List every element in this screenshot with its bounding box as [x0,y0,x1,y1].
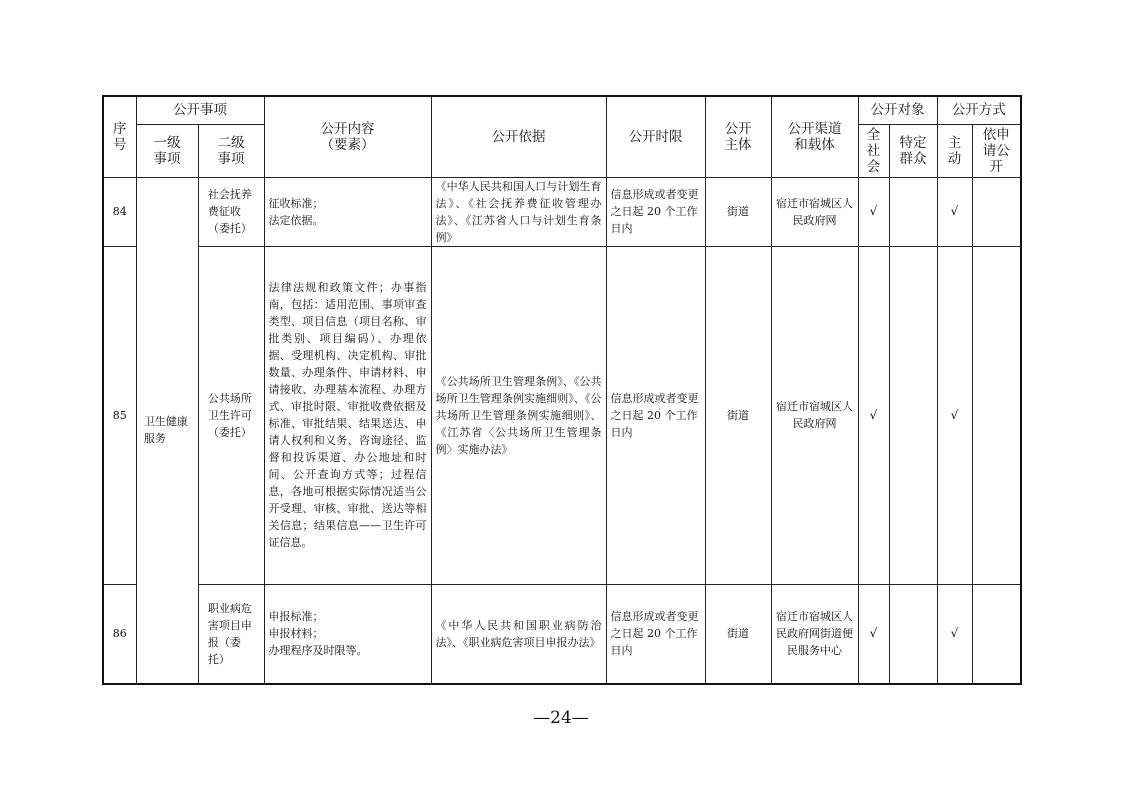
row-target-all-check: √ [858,246,889,584]
row-method-request-check [972,584,1021,684]
row-time-limit: 信息形成或者变更之日起 20 个工作日内 [606,177,705,246]
row-content: 征收标准； 法定依据。 [264,177,431,246]
table-row [103,246,1021,584]
table-row [103,584,1021,684]
header-method-group: 公开方式 [937,96,1021,124]
header-time-limit: 公开时限 [606,96,705,177]
row-method-active-check: √ [937,177,972,246]
row-subject: 街道 [705,246,771,584]
header-level1: 一级 事项 [136,124,198,177]
row-channel: 宿迁市宿城区人民政府网 [771,177,858,246]
row-target-all-check: √ [858,584,889,684]
page-number: —24— [533,708,589,728]
row-time-limit: 信息形成或者变更之日起 20 个工作日内 [606,584,705,684]
table-row [103,177,1021,246]
row-content: 申报标准； 申报材料； 办理程序及时限等。 [264,584,431,684]
row-method-request-check [972,177,1021,246]
header-basis: 公开依据 [431,96,606,177]
row-basis: 《公共场所卫生管理条例》、《公共场所卫生管理条例实施细则》、《公共场所卫生管理条例实施细则》、《江苏省〈公共场所卫生管理条例〉实施办法》 [431,246,606,584]
header-method-active: 主动 [937,124,972,177]
level1-cell: 卫生健康服务 [136,177,198,684]
header-target-all: 全社会 [858,124,889,177]
header-content: 公开内容 （要素） [264,96,431,177]
row-level2: 社会抚养费征收（委托） [198,177,264,246]
header-target-specific: 特定 群众 [889,124,937,177]
row-target-specific-check [889,246,937,584]
row-time-limit: 信息形成或者变更之日起 20 个工作日内 [606,246,705,584]
row-level2: 公共场所卫生许可（委托） [198,246,264,584]
row-method-active-check: √ [937,584,972,684]
row-level2: 职业病危害项目申报（委托） [198,584,264,684]
row-channel: 宿迁市宿城区人民政府网街道便民服务中心 [771,584,858,684]
row-channel: 宿迁市宿城区人民政府网 [771,246,858,584]
header-subject: 公开 主体 [705,96,771,177]
row-subject: 街道 [705,584,771,684]
row-basis: 《中华人民共和国职业病防治法》、《职业病危害项目申报办法》 [431,584,606,684]
header-seq: 序号 [103,96,136,177]
row-target-specific-check [889,584,937,684]
row-seq: 86 [103,584,136,684]
row-content: 法律法规和政策文件；办事指南，包括：适用范围、事项审查类型、项目信息（项目名称、审批类别、项目编码）、办理依据、受理机构、决定机构、审批数量、办理条件、申请材料、申请接收、办理基本流程、办理方式、审批时限、审批收费依据及标准、审批结果、结果送达、申请人权利和义务、咨询途径、监督和投诉渠道、办公地址和时间、公开查询方式等；过程信息，各地可根据实际情况适当公开受理、审核、审批、送达等相关信息；结果信息——卫生许可证信息。 [264,246,431,584]
row-target-specific-check [889,177,937,246]
header-level2: 二级 事项 [198,124,264,177]
row-method-active-check: √ [937,246,972,584]
header-items-group: 公开事项 [136,96,264,124]
row-basis: 《中华人民共和国人口与计划生育法》、《社会抚养费征收管理办法》、《江苏省人口与计划生育条例》 [431,177,606,246]
row-seq: 85 [103,246,136,584]
disclosure-table [102,95,1022,685]
row-method-request-check [972,246,1021,584]
header-target-group: 公开对象 [858,96,937,124]
row-subject: 街道 [705,177,771,246]
header-channel: 公开渠道 和载体 [771,96,858,177]
row-target-all-check: √ [858,177,889,246]
header-method-request: 依申请公开 [972,124,1021,177]
row-seq: 84 [103,177,136,246]
